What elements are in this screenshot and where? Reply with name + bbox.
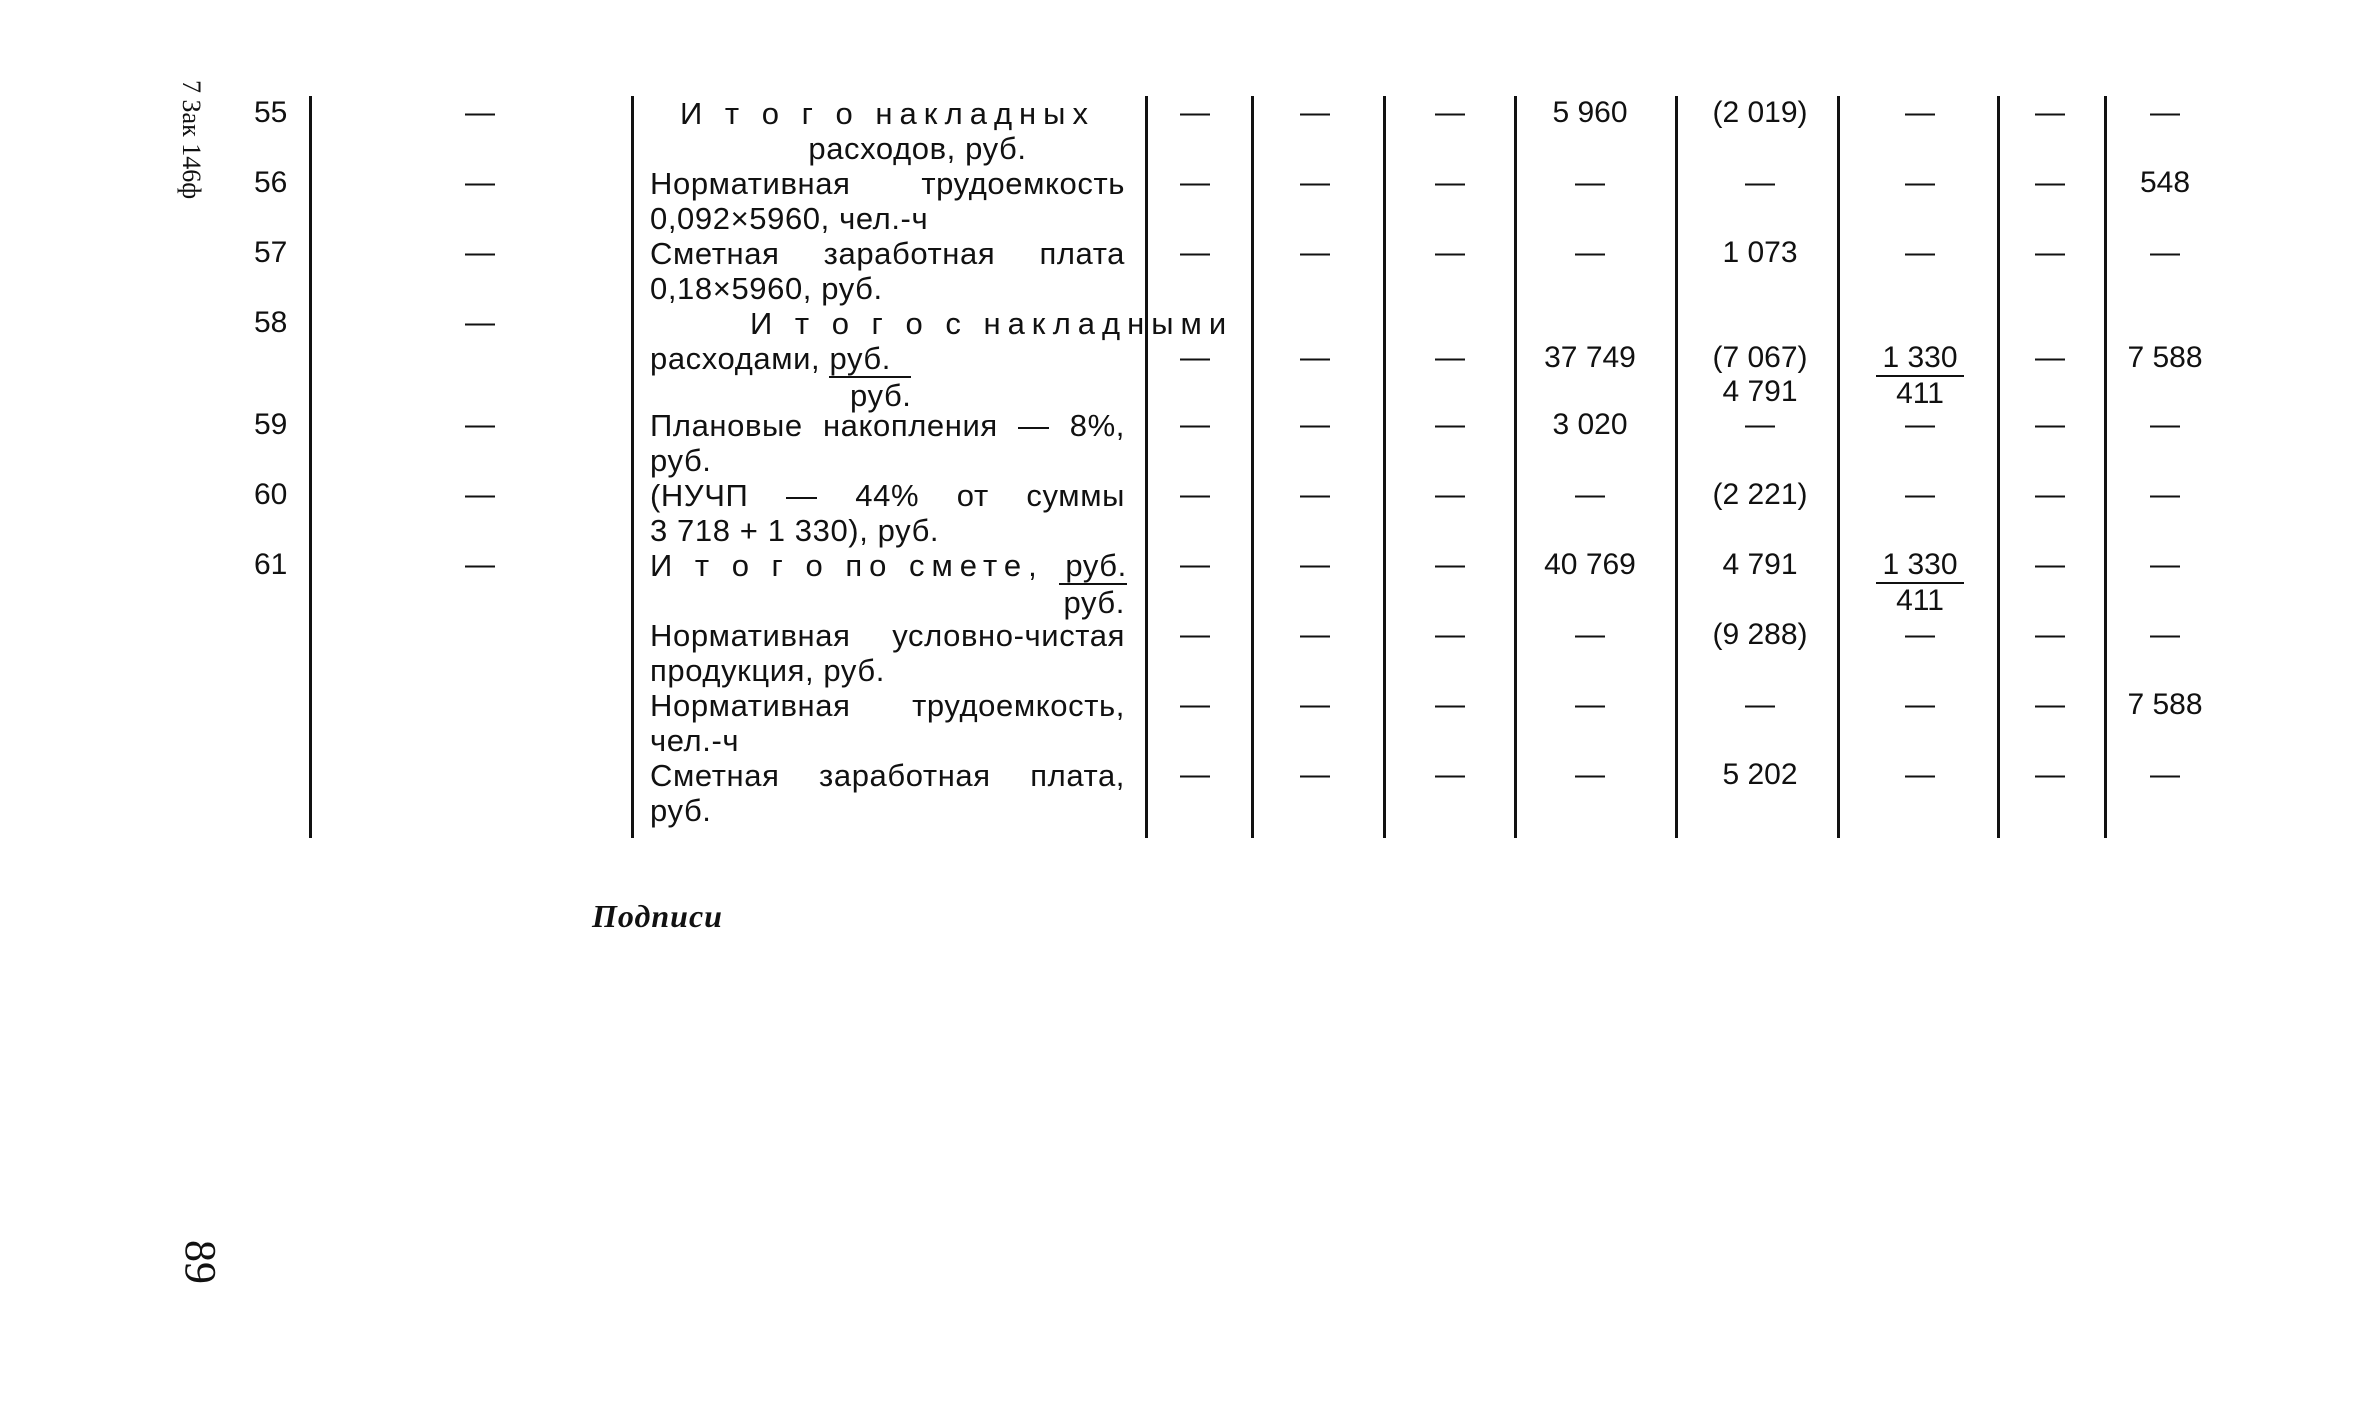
cell-3: — bbox=[1435, 408, 1465, 441]
cell-7: — bbox=[2035, 478, 2065, 511]
cell-8: — bbox=[2150, 758, 2180, 791]
cell-6: — bbox=[1905, 478, 1935, 511]
cell-2: — bbox=[1300, 341, 1330, 374]
cell-6: — bbox=[1905, 166, 1935, 199]
cell-5: (2 221) bbox=[1712, 478, 1808, 511]
cell-6: — bbox=[1905, 408, 1935, 441]
cell-8: — bbox=[2150, 478, 2180, 511]
cell-6: — bbox=[1905, 618, 1935, 651]
code-cell: — bbox=[465, 166, 495, 199]
cell-3: — bbox=[1435, 548, 1465, 581]
row-description: Плановые накопления — 8%, руб. bbox=[650, 408, 1125, 478]
cell-1: — bbox=[1180, 618, 1210, 651]
row-description: И т о г о с накладными расходами, руб. руб. bbox=[650, 306, 1234, 413]
cell-8: 7 588 bbox=[2127, 688, 2203, 721]
cell-1: — bbox=[1180, 96, 1210, 129]
code-cell: — bbox=[465, 408, 495, 441]
cell-7: — bbox=[2035, 408, 2065, 441]
row-number: 57 bbox=[254, 236, 288, 269]
code-cell: — bbox=[465, 306, 495, 339]
cell-4: — bbox=[1575, 236, 1605, 269]
margin-note: 7 Зак 146ф bbox=[177, 80, 206, 200]
cell-2: — bbox=[1300, 166, 1330, 199]
cell-7: — bbox=[2035, 618, 2065, 651]
row-description: Сметная заработная плата 0,18×5960, руб. bbox=[650, 236, 1125, 306]
cell-4: — bbox=[1575, 166, 1605, 199]
cell-7: — bbox=[2035, 548, 2065, 581]
cell-4: 40 769 bbox=[1544, 548, 1636, 581]
signatures-label: Подписи bbox=[592, 898, 723, 934]
row-number: 55 bbox=[254, 96, 288, 129]
cell-2: — bbox=[1300, 236, 1330, 269]
cell-5: — bbox=[1745, 166, 1775, 199]
cell-8: — bbox=[2150, 236, 2180, 269]
cell-7: — bbox=[2035, 96, 2065, 129]
row-description: Сметная заработная плата, руб. bbox=[650, 758, 1125, 828]
cell-2: — bbox=[1300, 408, 1330, 441]
cell-5: 4 791 bbox=[1722, 548, 1798, 581]
cell-5: (7 067) 4 791 bbox=[1712, 341, 1808, 408]
cell-3: — bbox=[1435, 688, 1465, 721]
cell-4: — bbox=[1575, 478, 1605, 511]
code-cell: — bbox=[465, 236, 495, 269]
cell-1: — bbox=[1180, 688, 1210, 721]
row-number: 56 bbox=[254, 166, 288, 199]
cell-8: 548 bbox=[2139, 166, 2191, 199]
page-number: 89 bbox=[176, 1240, 225, 1284]
cell-5: (2 019) bbox=[1712, 96, 1808, 129]
cell-3: — bbox=[1435, 96, 1465, 129]
cell-3: — bbox=[1435, 618, 1465, 651]
cell-7: — bbox=[2035, 166, 2065, 199]
row-number: 59 bbox=[254, 408, 288, 441]
cell-7: — bbox=[2035, 688, 2065, 721]
cell-2: — bbox=[1300, 618, 1330, 651]
cell-1: — bbox=[1180, 166, 1210, 199]
cell-6: — bbox=[1905, 688, 1935, 721]
cell-6: — bbox=[1905, 96, 1935, 129]
row-description: (НУЧП — 44% от суммы 3 718 + 1 330), руб. bbox=[650, 478, 1125, 548]
cell-8: — bbox=[2150, 96, 2180, 129]
cell-2: — bbox=[1300, 688, 1330, 721]
row-number: 61 bbox=[254, 548, 288, 581]
cell-2: — bbox=[1300, 478, 1330, 511]
cell-3: — bbox=[1435, 478, 1465, 511]
row-description: Нормативная трудоемкость, чел.-ч bbox=[650, 688, 1125, 758]
cell-8: — bbox=[2150, 618, 2180, 651]
row-number: 60 bbox=[254, 478, 288, 511]
cell-3: — bbox=[1435, 166, 1465, 199]
cell-4: — bbox=[1575, 688, 1605, 721]
cell-4: — bbox=[1575, 618, 1605, 651]
cell-5: 1 073 bbox=[1722, 236, 1798, 269]
row-description: Нормативная условно-чистая продукция, руб. bbox=[650, 618, 1125, 688]
cell-6: — bbox=[1905, 758, 1935, 791]
cell-3: — bbox=[1435, 341, 1465, 374]
code-cell: — bbox=[465, 478, 495, 511]
cell-4: 3 020 bbox=[1552, 408, 1628, 441]
code-cell: — bbox=[465, 96, 495, 129]
cell-2: — bbox=[1300, 96, 1330, 129]
cell-1: — bbox=[1180, 758, 1210, 791]
cell-1: — bbox=[1180, 236, 1210, 269]
code-cell: — bbox=[465, 548, 495, 581]
cell-4: 37 749 bbox=[1544, 341, 1636, 374]
cell-7: — bbox=[2035, 341, 2065, 374]
cell-8: 7 588 bbox=[2127, 341, 2203, 374]
cell-3: — bbox=[1435, 758, 1465, 791]
cell-8: — bbox=[2150, 548, 2180, 581]
cell-1: — bbox=[1180, 548, 1210, 581]
cell-5: — bbox=[1745, 408, 1775, 441]
cell-2: — bbox=[1300, 758, 1330, 791]
row-description: Нормативная трудоемкость 0,092×5960, чел.-ч bbox=[650, 166, 1125, 236]
row-description: И т о г о накладных расходов, руб. bbox=[680, 96, 1095, 166]
cell-4: — bbox=[1575, 758, 1605, 791]
cell-5: (9 288) bbox=[1712, 618, 1808, 651]
cell-6-fraction: $\frac{1 330}{411}$ bbox=[1845, 341, 1995, 411]
cell-1: — bbox=[1180, 408, 1210, 441]
cell-5: — bbox=[1745, 688, 1775, 721]
cell-6-fraction: $\frac{1 330}{411}$ bbox=[1845, 548, 1995, 618]
cell-1: — bbox=[1180, 341, 1210, 374]
cell-5: 5 202 bbox=[1722, 758, 1798, 791]
cell-2: — bbox=[1300, 548, 1330, 581]
cell-8: — bbox=[2150, 408, 2180, 441]
cell-7: — bbox=[2035, 758, 2065, 791]
cell-7: — bbox=[2035, 236, 2065, 269]
cell-3: — bbox=[1435, 236, 1465, 269]
cell-4: 5 960 bbox=[1552, 96, 1628, 129]
row-number: 58 bbox=[254, 306, 288, 339]
cell-6: — bbox=[1905, 236, 1935, 269]
cell-1: — bbox=[1180, 478, 1210, 511]
row-description: И т о г о по смете, руб. руб. bbox=[650, 548, 1127, 620]
